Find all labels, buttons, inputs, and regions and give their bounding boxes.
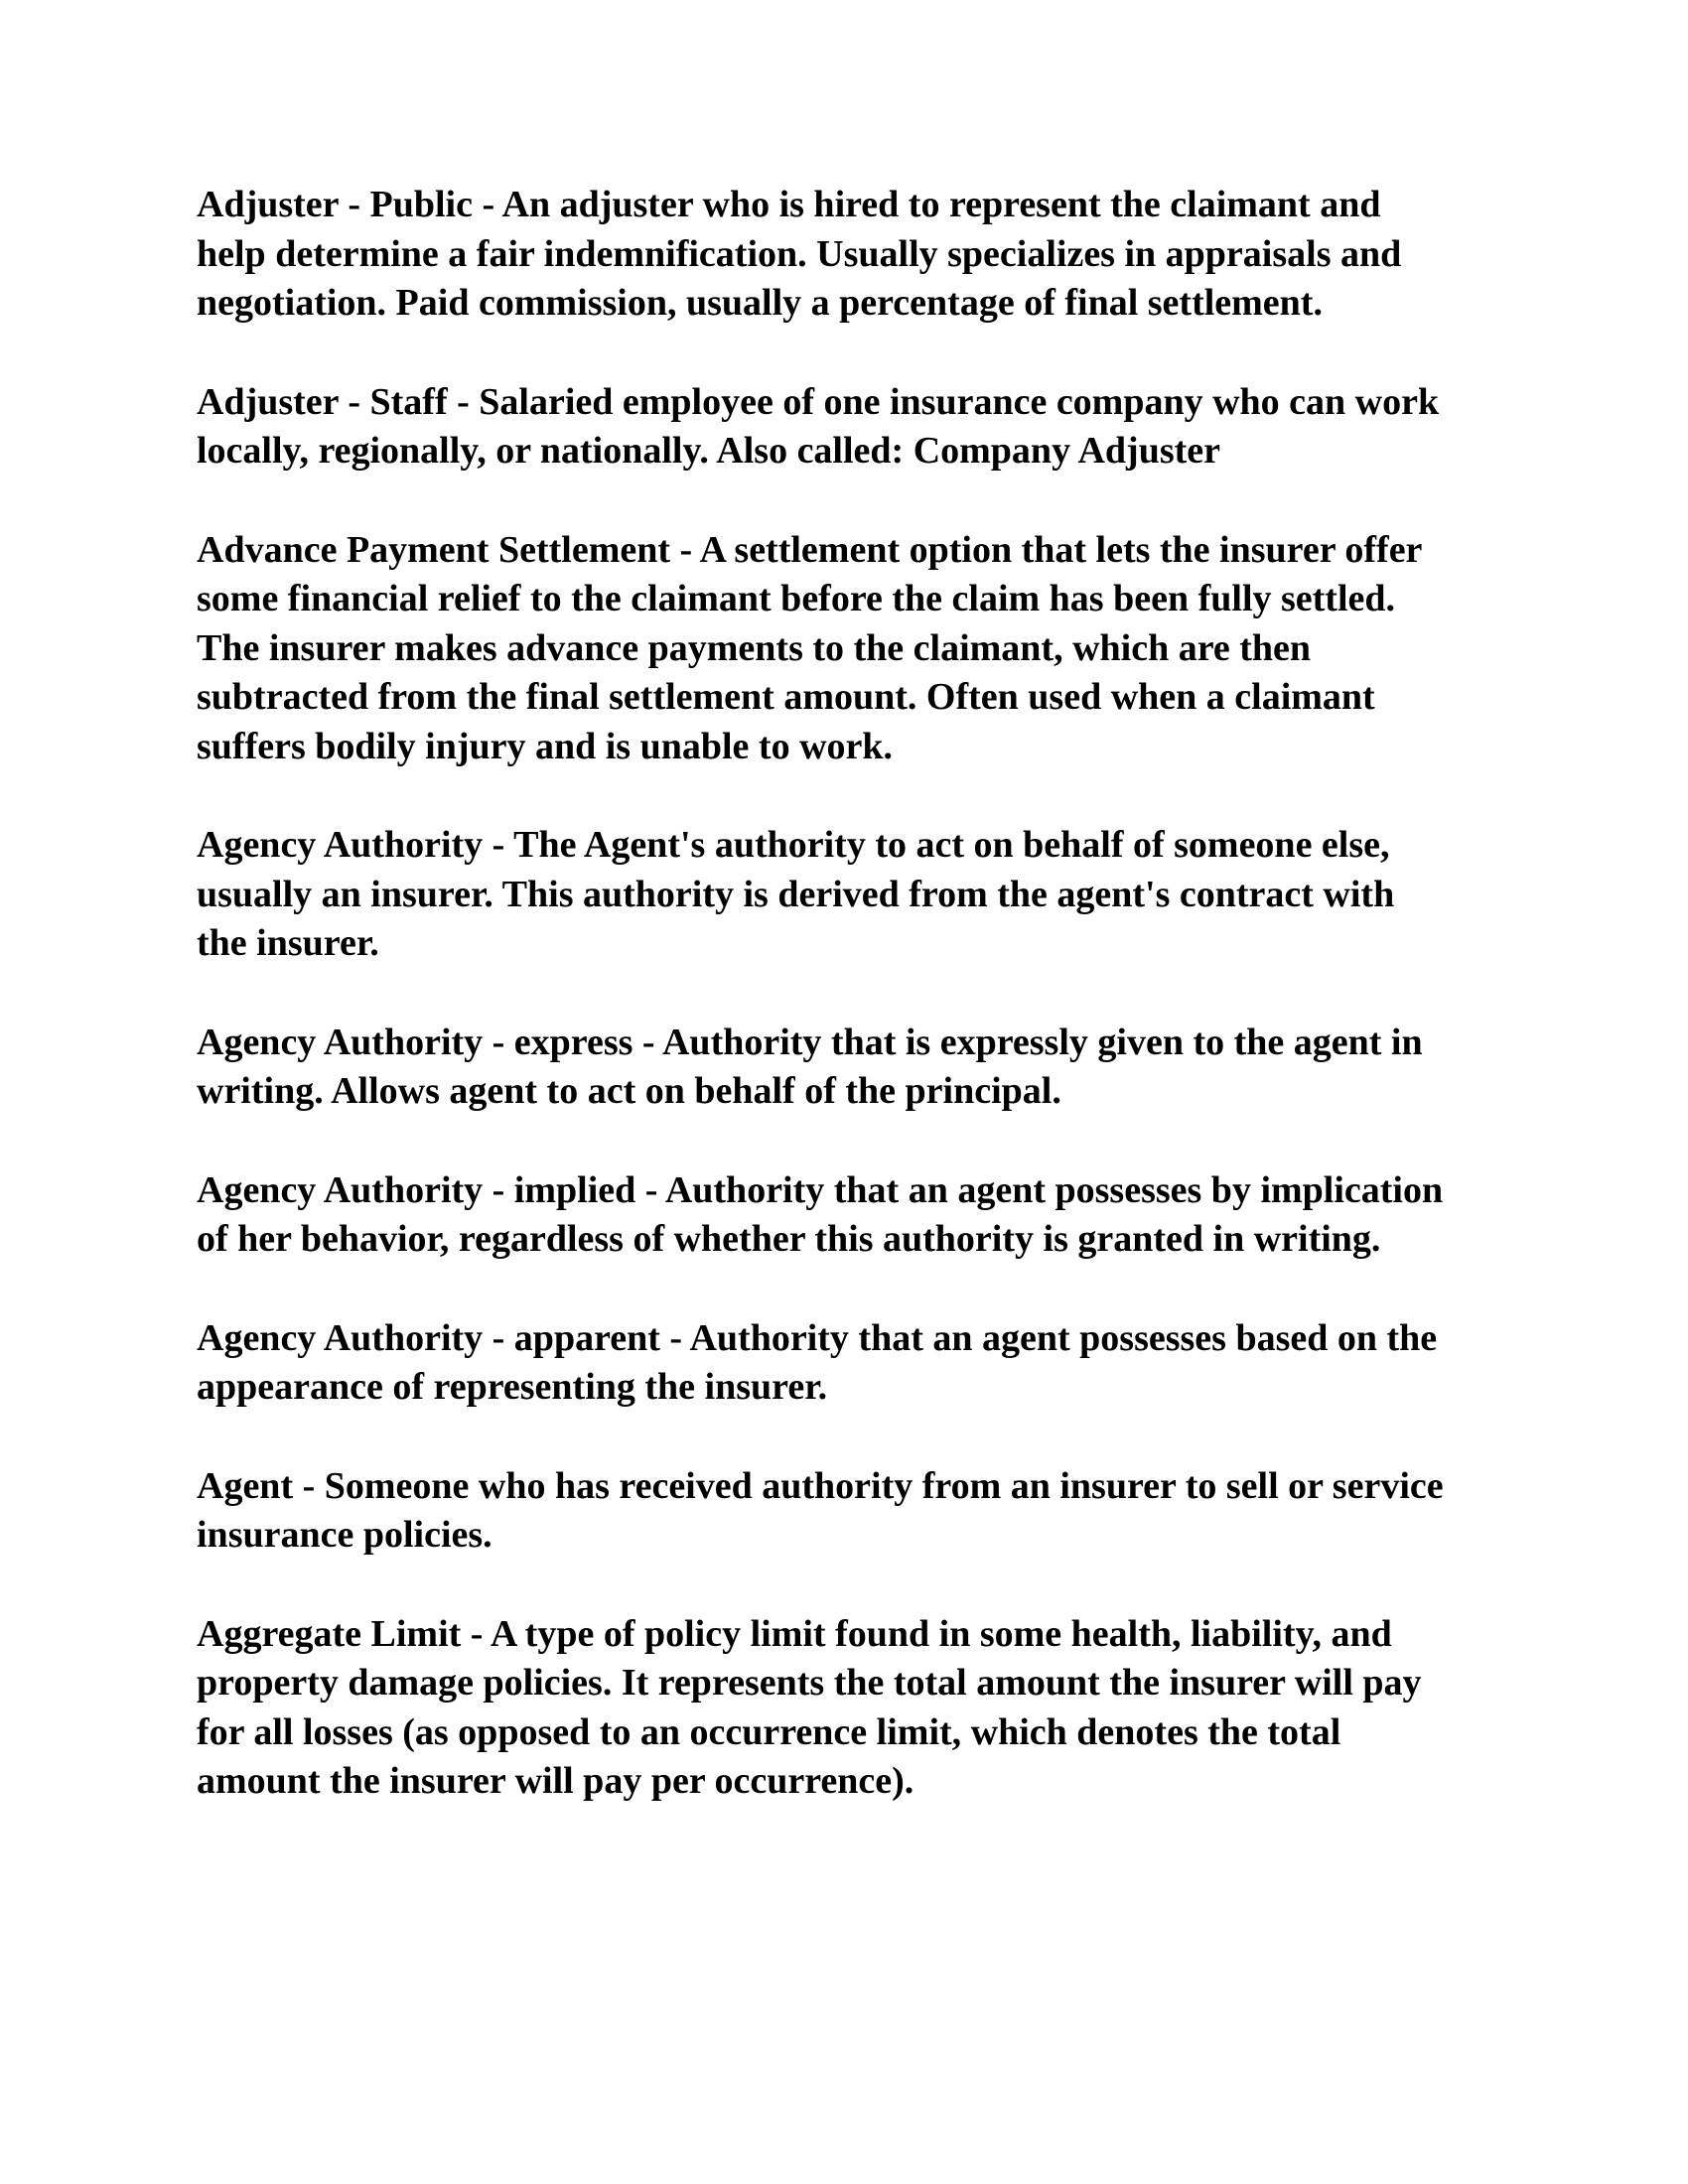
glossary-entry-agency-authority: Agency Authority - The Agent's authority to act on behalf of someone else, usually an insurer. This authority is derived from the agent's contract with the insurer. bbox=[197, 824, 1395, 964]
glossary-entry-agency-authority-express: Agency Authority - express - Authority that is expressly given to the agent in writing. Allows agent to act on behalf of the principal. bbox=[197, 1021, 1423, 1112]
glossary-entry-agency-authority-implied: Agency Authority - implied - Authority that an agent possesses by implication of her behavior, regardless of whether this authority is granted in writing. bbox=[197, 1168, 1444, 1260]
glossary-entry-adjuster-public: Adjuster - Public - An adjuster who is hired to represent the claimant and help determine a fair indemnification. Usually specializes in appraisals and negotiation. Paid commission, usually a percentage of final settlement. bbox=[197, 184, 1402, 324]
glossary-entry-agency-authority-apparent: Agency Authority - apparent - Authority that an agent possesses based on the appearance of representing the insurer. bbox=[197, 1316, 1438, 1408]
glossary-entry-agent: Agent - Someone who has received authority from an insurer to sell or service insurance policies. bbox=[197, 1464, 1444, 1556]
glossary-content bbox=[197, 181, 1497, 1856]
glossary-entry-aggregate-limit: Aggregate Limit - A type of policy limit found in some health, liability, and property damage policies. It represents the total amount the insurer will pay for all losses (as opposed to an occurrence limit, which denotes the total amount the insurer will pay per occurrence). bbox=[197, 1612, 1422, 1802]
glossary-entry-advance-payment-settlement: Advance Payment Settlement - A settlement option that lets the insurer offer some financial relief to the claimant before the claim has been fully settled. The insurer makes advance payments to the claimant, which are then subtracted from the final settlement amount. Often used when a claimant suffers bodily injury and is unable to work. bbox=[197, 528, 1423, 767]
glossary-entry-adjuster-staff: Adjuster - Staff - Salaried employee of one insurance company who can work locally, regionally, or nationally. Also called: Company Adjuster bbox=[197, 380, 1440, 472]
